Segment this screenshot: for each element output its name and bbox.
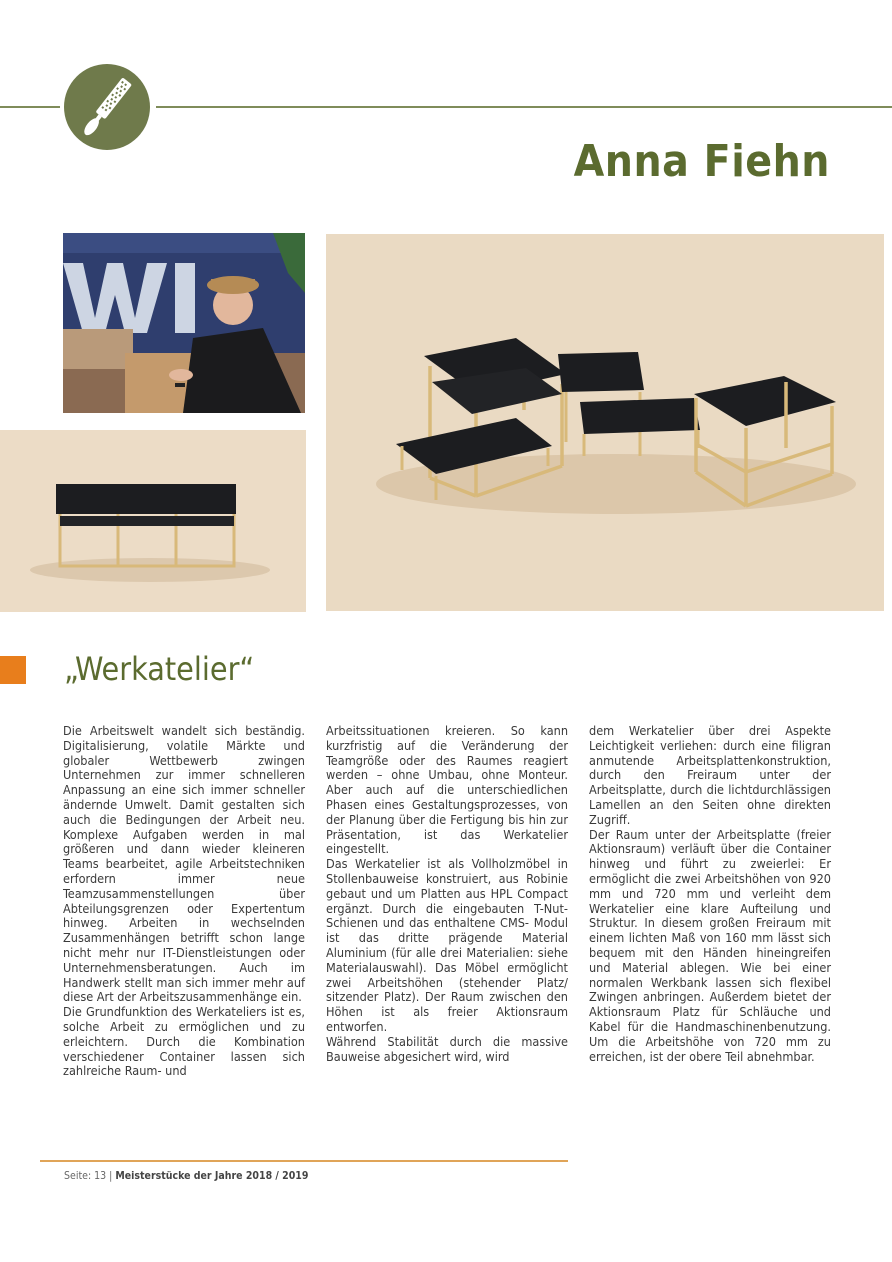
author-name: Anna Fiehn <box>573 136 830 187</box>
paragraph: Die Grundfunktion des Werkateliers ist es, solche Arbeit zu ermöglichen und zu erleichtern. Durch die Kombination verschiedener Container lassen sich zahlreiche Raum- und <box>63 1004 305 1079</box>
portrait-photo <box>63 233 305 413</box>
paragraph: dem Werkatelier über drei Aspekte Leichtigkeit verliehen: durch eine filigran anmutende Arbeitsplattenkonstruktion, durch den Freiraum unter der Arbeitsplatte, durch die lichtdurchlässigen Lamellen an den Seiten ohne direkten Zugriff. <box>589 723 831 827</box>
rasp-file-icon <box>64 64 150 150</box>
emblem <box>64 64 150 150</box>
paragraph: Die Arbeitswelt wandelt sich beständig. Digitalisierung, volatile Märkte und globaler Wettbewerb zwingen Unternehmen zur immer schnelleren Anpassung an eine sich immer schneller ändernde Umwelt. Damit gestalten sich auch die Bedingungen der Arbeit neu. Komplexe Aufgaben werden in mal größeren und dann wieder kleineren Teams bearbeitet, agile Arbeitstechniken erfordern immer neue Teamzusammenstellungen über Abteilungsgrenzen oder Expertentum hinweg. Arbeiten in wechselnden Zusammenhängen betrifft schon lange nicht mehr nur IT-Dienstleistungen oder Unternehmensberatungen. Auch im Handwerk stellt man sich immer mehr auf diese Art der Arbeitszusammenhänge ein. <box>63 723 305 1005</box>
article-column-2 <box>326 724 568 1064</box>
section-accent-bar <box>0 656 26 684</box>
article-column-1 <box>63 724 305 1079</box>
paragraph: Arbeitssituationen kreieren. So kann kurzfristig auf die Veränderung der Teamgröße oder des Raumes reagiert werden – ohne Umbau, ohne Monteur. Aber auch auf die unterschiedlichen Phasen eines Gestaltungsprozesses, von der Planung über die Fertigung bis hin zur Präsentation, ist das Werkatelier eingestellt. <box>326 723 568 857</box>
main-photo <box>326 234 884 611</box>
section-title: „Werkatelier“ <box>64 650 255 688</box>
header-rule-left <box>0 106 60 108</box>
page-number: Seite: 13 | <box>64 1170 113 1182</box>
paragraph: Während Stabilität durch die massive Bauweise abgesichert wird, wird <box>326 1033 568 1064</box>
article-column-3 <box>589 724 831 1064</box>
paragraph: Das Werkatelier ist als Vollholzmöbel in Stollenbauweise konstruiert, aus Robinie gebaut und um Platten aus HPL Compact ergänzt. Durch die eingebauten T-Nut-Schienen und das enthaltene CMS- Modul ist das dritte prägende Material Aluminium (für alle drei Materialien: siehe Materialauswahl). Das Möbel ermöglicht zwei Arbeitshöhen (stehender Platz/ sitzender Platz). Der Raum zwischen den Höhen ist als freier Aktionsraum entworfen. <box>326 856 568 1034</box>
publication-title: Meisterstücke der Jahre 2018 / 2019 <box>115 1170 309 1182</box>
side-view-photo <box>0 430 306 612</box>
footer <box>64 1170 308 1182</box>
header-rule-right <box>156 106 892 108</box>
paragraph: Der Raum unter der Arbeitsplatte (freier Aktionsraum) verläuft über die Container hinweg und führt zu zweierlei: Er ermöglicht die zwei Arbeitshöhen von 920 mm und 720 mm und verleiht dem Werkatelier eine klare Aufteilung und Struktur. In diesem großen Freiraum mit einem lichten Maß von 160 mm lässt sich bequem mit den Händen hineingreifen und Material ablegen. Wie bei einer normalen Werkbank lassen sich flexibel Zwingen anbringen. Außerdem bietet der Aktionsraum Platz für Schläuche und Kabel für die Handmaschinenbenutzung. Um die Arbeitshöhe von 720 mm zu erreichen, ist der obere Teil abnehmbar. <box>589 826 831 1064</box>
footer-rule <box>40 1160 568 1162</box>
